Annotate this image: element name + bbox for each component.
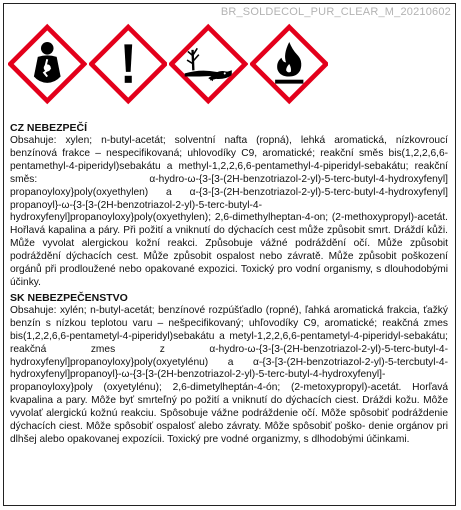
ghs-pictogram-row: [8, 17, 328, 109]
section-body-cz: Obsahuje: xylen; n-butyl-acetát; solventní nafta (ropná), lehká aromatická, nízkovroucí benzínová frakce – nespecifikovaná; uhlovodíky C9, aromatické; reakční směs bis(1,2,2,6,6-pentamethyl-4-piperidyl)sebakátu a methyl-1,2,2,6,6-pentamethyl-4-piperidyl-sebakátu; reakční směs: α-hydro-ω-{3-[3-(2H-benzotriazol-2-yl)-5-terc-butyl-4-hydroxyfenyl] propanoyloxy}poly(oxyethylen) a α-{3-[3-(2H-benzotriazol-2-yl)-5-terc-butyl-4-hydroxyfenyl] propanoyl}-ω-{3-[3-(2H-benzotriazol-2-yl)-5-terc-butyl-4-hydroxyfenyl]propanoyloxy}poly(oxyethylen); 2,6-dimethylheptan-4-on; (2-methoxypropyl)-acetát. Hořlavá kapalina a páry. Při požití a vniknutí do dýchacích cest může způsobit smrt. Dráždí kůži. Může vyvolat alergickou kožní reakci. Způsobuje vážné podráždění očí. Může způsobit podráždění dýchacích cest. Může způsobit ospalost nebo závratě. Může způsobit poškození orgánů při prodloužené nebo opakované expozici. Toxický pro vodní organismy, s dlouhodobými účinky.: [10, 135, 448, 288]
environment-icon: [169, 17, 248, 111]
section-body-sk: Obsahuje: xylén; n-butyl-acetát; benzínové rozpúšťadlo (ropné), ľahká aromatická frakcia, ťažký benzín s nízkou teplotou varu – nešpecifikovaný; uhľovodíky C9, aromatické; reakčná zmes bis(1,2,2,6,6-pentametyl-4-piperidyl)sebakátu a metyl-1,2,2,6,6-pentametyl-4-piperidyl-sebakátu; reakčná zmes z α-hydro-ω-{3-[3-(2H-benzotriazol-2-yl)-5-terc-butyl-4-hydroxyfenyl]propanoyloxy}poly(oxyetylénu) a α-{3-[3-(2H-benzotriazol-2-yl)-5-tercbutyl-4-hydroxyfenyl]propanoyl}-ω-{3-[3-(2H-benzotriazol-2-yl)-5-terc-butyl-4-hydroxyfenyl]- propanoyloxy}poly (oxyetylénu); 2,6-dimetylheptán-4-ón; (2-metoxypropyl)-acetát. Horľavá kvapalina a pary. Môže byť smrteľný po požití a vniknutí do dýchacích ciest. Dráždi kožu. Môže vyvolať alergickú kožnú reakciu. Spôsobuje vážne podráždenie očí. Môže spôsobiť podráždenie dýchacích ciest. Môže spôsobiť ospalosť alebo závraty. Môže spôsobiť poško- denie orgánov pri dlhšej alebo opakovanej expozícii. Toxický pre vodné organizmy, s dlhodobými účinkami.: [10, 304, 448, 445]
document-id: BR_SOLDECOL_PUR_CLEAR_M_20210602: [220, 6, 451, 18]
hazard-text: [10, 121, 448, 448]
health-hazard-icon: [8, 17, 87, 111]
flame-icon: [250, 17, 329, 111]
section-title-sk: SK NEBEZPEČENSTVO: [10, 291, 128, 304]
exclamation-mark-icon: [89, 17, 168, 111]
section-title-cz: CZ NEBEZPEČÍ: [10, 122, 88, 134]
